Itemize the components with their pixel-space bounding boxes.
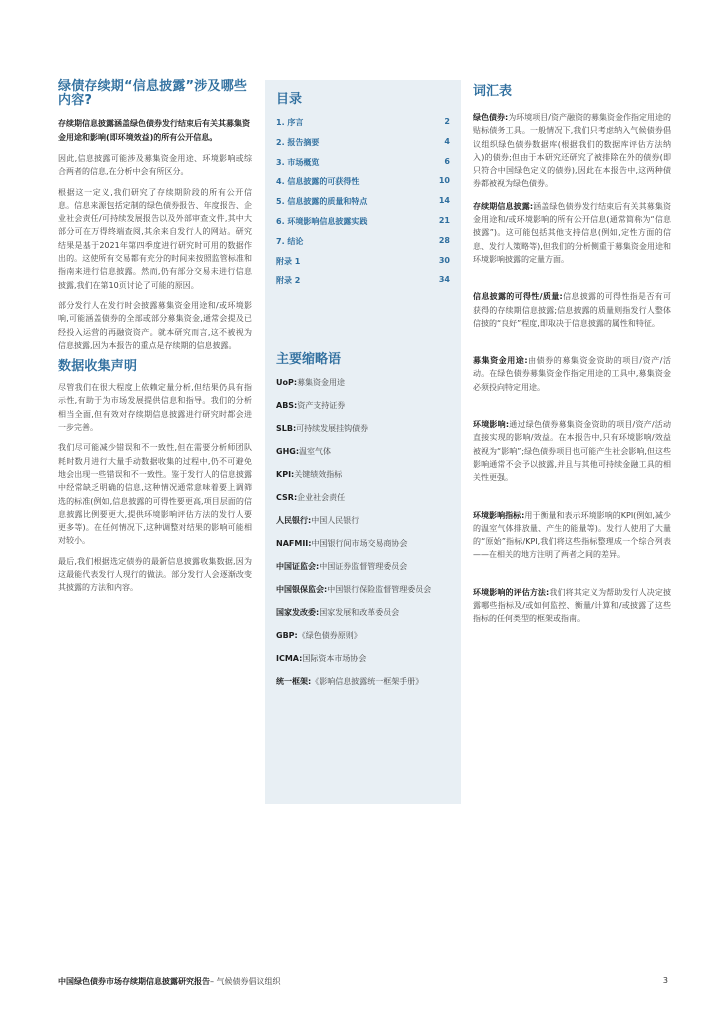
paragraph: 部分发行人在发行时会披露募集资金用途和/或环境影响,可能涵盖债券的全部或部分募集资金,通常会提及已经投入运营的再融资资产。就本研究而言,这不被视为信息披露,因为本报告的重点是存续期的信息披露。 — [58, 300, 252, 350]
lead-paragraph: 存续期信息披露涵盖绿色债券发行结束后有关其募集资金用途和影响(即环境效益)的所有公开信息。 — [58, 119, 250, 142]
toc-item[interactable]: 2. 报告摘要 4 — [276, 136, 450, 147]
section-title-data-collection: 数据收集声明 — [58, 359, 138, 375]
glossary-item: 存续期信息披露:涵盖绿色债券发行结束后有关其募集资金用途和/或环境影响的所有公开信息(通常简称为“信息披露”)。这可能包括其他支持信息(例如,定性方面的信息、发行人策略等),但我们的分析侧重于募集资金用途和环境影响披露的定量方面。 — [473, 201, 671, 264]
page-number: 3 — [662, 976, 668, 985]
paragraph: 根据这一定义,我们研究了存续期阶段的所有公开信息。信息来源包括定制的绿色债券报告、年度报告、企业社会责任/可持续发展报告以及外部审查文件,其中大部分可在万得终端查阅,其余来自发行人的网站。研究结果是基于2021年第四季度进行研究时可用的数据作出的。这使所有交易都有充分的时间来按照监管标准和指南来进行信息披露。然而,仍有部分交易未进行信息披露,我们在第10页讨论了可能的原因。 — [58, 187, 252, 290]
abbr-title: 主要缩略语 — [276, 352, 342, 368]
table-of-contents — [265, 80, 461, 295]
footer-title: 中国绿色债券市场存续期信息披露研究报告– 气候债券倡议组织 — [58, 977, 281, 986]
abbr-item: 人民银行:中国人民银行 — [276, 516, 360, 526]
glossary-item: 环境影响:通过绿色债券募集资金资助的项目/资产/活动直接实现的影响/效益。在本报告中,只有环境影响/效益被视为“影响”;绿色债券项目也可能产生社会影响,但这些影响通常不会予以披露,并且与其他可持续金融工具的相关性更强。 — [473, 420, 672, 483]
section-title-disclosure: 绿债存续期“信息披露”涉及哪些内容? — [58, 79, 248, 108]
abbr-item: GBP:《绿色债券原则》 — [276, 631, 362, 641]
toc-item[interactable]: 3. 市场概览 6 — [276, 156, 450, 167]
abbr-item: UoP:募集资金用途 — [276, 378, 346, 388]
abbr-item: ABS:资产支持证券 — [276, 401, 346, 411]
paragraph: 最后,我们根据选定债券的最新信息披露收集数据,因为这最能代表发行人现行的做法。部分发行人会逐渐改变其披露的方法和内容。 — [58, 556, 252, 593]
abbr-item: 中国银保监会:中国银行保险监督管理委员会 — [276, 585, 432, 595]
toc-title: 目录 — [276, 92, 303, 107]
abbr-item: 中国证监会:中国证券监督管理委员会 — [276, 562, 408, 572]
left-column — [58, 80, 252, 595]
abbr-item: KPI:关键绩效指标 — [276, 470, 343, 480]
glossary-item: 环境影响的评估方法:我们将其定义为帮助发行人决定披露哪些指标及/或如何监控、衡量/计算和/或披露了这些指标的任何类型的框架或指南。 — [473, 587, 671, 624]
glossary-item: 募集资金用途:由债券的募集资金资助的项目/资产/活动。在绿色债券募集资金作指定用途的工具中,募集资金必须投向特定用途。 — [473, 356, 672, 392]
abbr-item: ICMA:国际资本市场协会 — [276, 654, 367, 664]
toc-item[interactable]: 附录 1 30 — [276, 255, 450, 266]
sidebar-panel — [265, 80, 461, 804]
paragraph: 我们尽可能减少错误和不一致性,但在需要分析师团队耗时数月进行大量手动数据收集的过程中,仍不可避免地会出现一些错误和不一致性。鉴于发行人的信息披露中经常缺乏明确的信息,这种情况通常意味着要上调筛选的标准(例如,信息披露的可得性要更高,项目层面的信息披露比例要更大,提供环境影响评估方法的发行人要更多等)。在任何情况下,这种调整对结果的影响可能相对较小。 — [58, 443, 252, 546]
paragraph: 因此,信息披露可能涉及募集资金用途、环境影响或综合两者的信息,在分析中会有所区分。 — [58, 154, 252, 177]
glossary-item: 绿色债券:为环境项目/资产融资的募集资金作指定用途的贴标债务工具。一般情况下,我们只考虑纳入气候债券倡议组织绿色债券数据库(根据我们的数据库评估方法纳入)的债券;但由于本研究还研究了被排除在外的债券(即只符合中国绿色定义的债券),因此在本报告中,这两种债券都被视为绿色债券。 — [473, 113, 671, 189]
glossary-title: 词汇表 — [473, 84, 513, 99]
toc-item[interactable]: 1. 序言 2 — [276, 117, 450, 127]
glossary-column — [473, 80, 671, 626]
abbr-item: GHG:温室气体 — [276, 447, 332, 457]
glossary-item: 环境影响指标:用于衡量和表示环境影响的KPI(例如,减少的温室气体排放量、产生的能量等)。发行人使用了大量的“原始”指标/KPI,我们将这些指标整理成一个综合列表——在相关的地方注明了两者之间的差异。 — [473, 510, 671, 560]
abbreviations — [265, 348, 461, 688]
paragraph: 尽管我们在很大程度上依赖定量分析,但结果仍具有指示性,有助于为市场发展提供信息和指导。我们的分析相当全面,但有效对存续期信息披露进行研究时都会进一步完善。 — [58, 383, 252, 433]
toc-item[interactable]: 7. 结论 28 — [276, 235, 450, 246]
abbr-item: SLB:可持续发展挂钩债券 — [276, 424, 369, 434]
abbr-item: 国家发改委:国家发展和改革委员会 — [276, 608, 400, 618]
toc-item[interactable]: 4. 信息披露的可获得性 10 — [276, 176, 450, 187]
toc-item[interactable]: 附录 2 34 — [276, 275, 450, 286]
abbr-item: CSR:企业社会责任 — [276, 493, 346, 503]
abbr-item: NAFMII:中国银行间市场交易商协会 — [276, 539, 408, 549]
page-footer — [58, 976, 668, 987]
abbr-item: 统一框架:《影响信息披露统一框架手册》 — [276, 677, 424, 687]
toc-item[interactable]: 6. 环境影响信息披露实践 21 — [276, 215, 450, 226]
glossary-item: 信息披露的可得性/质量:信息披露的可得性指是否有可获得的存续期信息披露;信息披露的质量则指发行人整体信披的“良好”程度,即取决于信息披露的属性和特征。 — [473, 292, 671, 328]
toc-item[interactable]: 5. 信息披露的质量和特点 14 — [276, 196, 450, 207]
